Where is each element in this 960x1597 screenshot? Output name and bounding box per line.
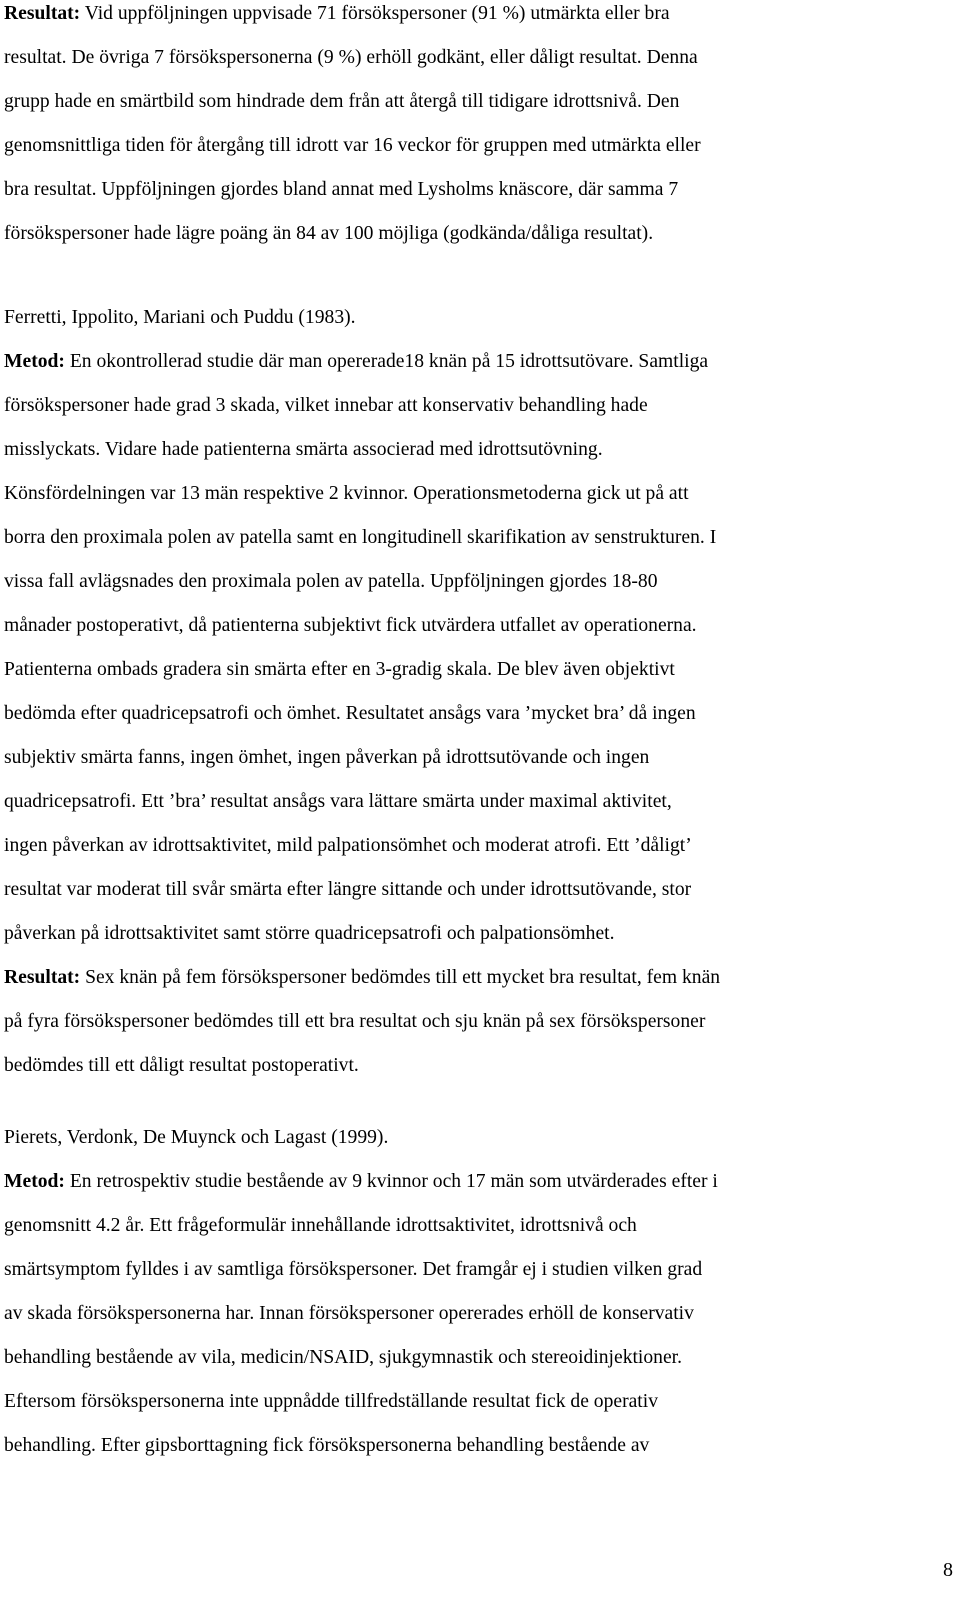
text-line: Eftersom försökspersonerna inte uppnådde tillfredställande resultat fick de operativ <box>4 1391 658 1412</box>
text-line: ingen påverkan av idrottsaktivitet, mild palpationsömhet och moderat atrofi. Ett ’dåligt’ <box>4 835 692 856</box>
method-label: Metod: <box>4 1171 65 1192</box>
results-paragraph <box>4 0 956 256</box>
study-pierets <box>4 1116 956 1468</box>
text-line: behandling. Efter gipsborttagning fick försökspersonerna behandling bestående av <box>4 1435 650 1456</box>
text-line: månader postoperativt, då patienterna subjektivt fick utvärdera utfallet av operationerna. <box>4 615 697 636</box>
text-line: genomsnitt 4.2 år. Ett frågeformulär innehållande idrottsaktivitet, idrottsnivå och <box>4 1215 637 1236</box>
text-line: Patienterna ombads gradera sin smärta efter en 3-gradig skala. De blev även objektivt <box>4 659 675 680</box>
text-line: Metod: En okontrollerad studie där man opererade18 knän på 15 idrottsutövare. Samtliga <box>4 351 709 372</box>
text-line: vissa fall avlägsnades den proximala polen av patella. Uppföljningen gjordes 18-80 <box>4 571 658 592</box>
text-line: på fyra försökspersoner bedömdes till ett bra resultat och sju knän på sex försökspersoner <box>4 1011 706 1032</box>
text-line: bedömdes till ett dåligt resultat postoperativt. <box>4 1055 359 1076</box>
text-line: behandling bestående av vila, medicin/NSAID, sjukgymnastik och stereoidinjektioner. <box>4 1347 683 1368</box>
text-line: försökspersoner hade lägre poäng än 84 av 100 möjliga (godkända/dåliga resultat). <box>4 223 654 244</box>
page-number: 8 <box>943 1559 953 1581</box>
study-ferretti <box>4 296 956 1088</box>
text-line: genomsnittliga tiden för återgång till idrott var 16 veckor för gruppen med utmärkta eller <box>4 135 701 156</box>
result-label: Resultat: <box>4 3 81 24</box>
method-label: Metod: <box>4 351 65 372</box>
text-line: Könsfördelningen var 13 män respektive 2 kvinnor. Operationsmetoderna gick ut på att <box>4 483 689 504</box>
text-line: smärtsymptom fylldes i av samtliga försökspersoner. Det framgår ej i studien vilken grad <box>4 1259 703 1280</box>
result-label: Resultat: <box>4 967 81 988</box>
study-citation: Pierets, Verdonk, De Muynck och Lagast (1999). <box>4 1127 389 1148</box>
text-line: grupp hade en smärtbild som hindrade dem från att återgå till tidigare idrottsnivå. Den <box>4 91 680 112</box>
study-citation: Ferretti, Ippolito, Mariani och Puddu (1983). <box>4 307 356 328</box>
text-line: quadricepsatrofi. Ett ’bra’ resultat ansågs vara lättare smärta under maximal aktivitet, <box>4 791 672 812</box>
text-line: Resultat: Sex knän på fem försökspersoner bedömdes till ett mycket bra resultat, fem knän <box>4 967 721 988</box>
text-line: påverkan på idrottsaktivitet samt större quadricepsatrofi och palpationsömhet. <box>4 923 615 944</box>
text-line: försökspersoner hade grad 3 skada, vilket innebar att konservativ behandling hade <box>4 395 648 416</box>
text-line: resultat. De övriga 7 försökspersonerna (9 %) erhöll godkänt, eller dåligt resultat. Denna <box>4 47 698 68</box>
text-line: misslyckats. Vidare hade patienterna smärta associerad med idrottsutövning. <box>4 439 603 460</box>
text-line: borra den proximala polen av patella samt en longitudinell skarifikation av senstrukturen. I <box>4 527 717 548</box>
text-line: av skada försökspersonerna har. Innan försökspersoner opererades erhöll de konservativ <box>4 1303 694 1324</box>
text-line: Metod: En retrospektiv studie bestående av 9 kvinnor och 17 män som utvärderades efter i <box>4 1171 718 1192</box>
text-line: bedömda efter quadricepsatrofi och ömhet. Resultatet ansågs vara ’mycket bra’ då ingen <box>4 703 696 724</box>
text-line: subjektiv smärta fanns, ingen ömhet, ingen påverkan på idrottsutövande och ingen <box>4 747 650 768</box>
text-line: bra resultat. Uppföljningen gjordes bland annat med Lysholms knäscore, där samma 7 <box>4 179 679 200</box>
text-line: resultat var moderat till svår smärta efter längre sittande och under idrottsutövande, stor <box>4 879 692 900</box>
text-line: Resultat: Vid uppföljningen uppvisade 71 försökspersoner (91 %) utmärkta eller bra <box>4 3 670 24</box>
